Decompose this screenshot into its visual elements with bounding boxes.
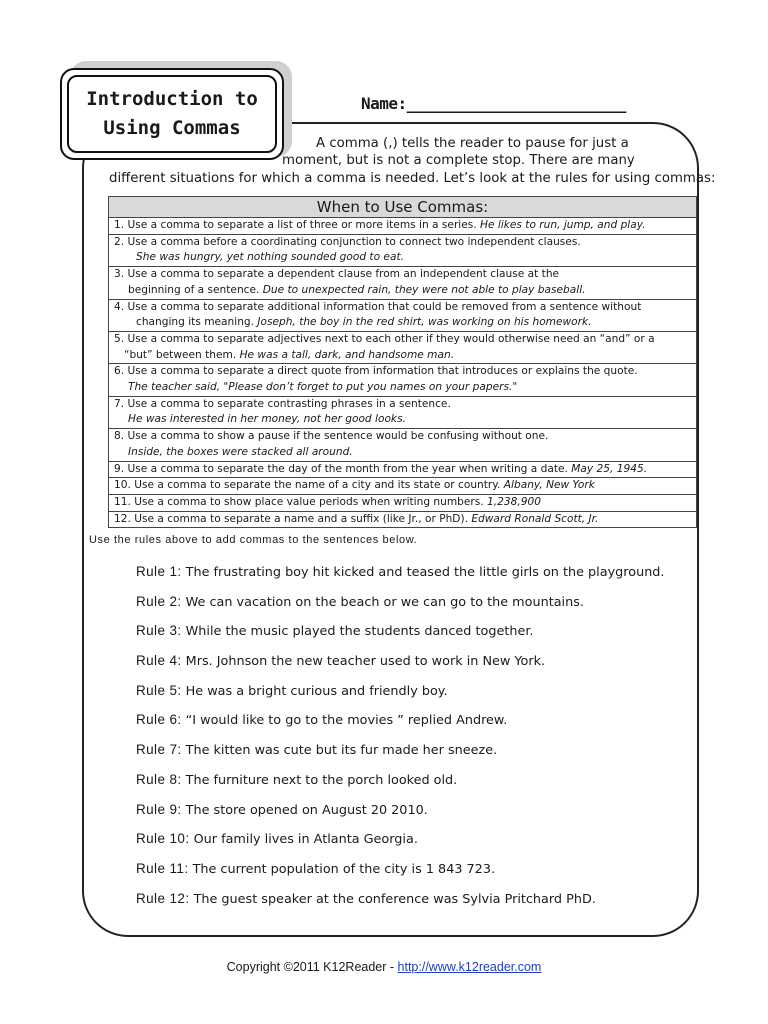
exercise-sentences — [136, 563, 665, 919]
rule-row-3 — [109, 267, 696, 299]
rule-example: 1,238,900 — [487, 495, 541, 508]
sentence-text: The store opened on August 20 2010. — [185, 802, 428, 818]
copyright-text: Copyright ©2011 K12Reader - — [226, 960, 398, 974]
rule-row-12 — [109, 512, 696, 528]
rule-example: He was a tall, dark, and handsome man. — [239, 348, 455, 361]
exercise-sentence — [136, 741, 665, 771]
rule-row-8 — [109, 429, 696, 461]
rule-label: Rule 3: — [136, 623, 182, 639]
intro-line-2: moment, but is not a complete stop. There are many — [282, 153, 635, 168]
sentence-text: Our family lives in Atlanta Georgia. — [193, 832, 418, 848]
rule-text-continued: “but” between them. — [124, 348, 237, 361]
intro-line-3: different situations for which a comma is needed. Let’s look at the rules for using commas: — [109, 171, 716, 186]
rule-row-4 — [109, 300, 696, 332]
rule-label: Rule 10: — [136, 831, 190, 847]
rule-text-continued: changing its meaning. — [136, 316, 254, 329]
rule-label: Rule 4: — [136, 653, 182, 669]
exercise-sentence — [136, 711, 665, 741]
sentence-text: “I would like to go to the movies ” replied Andrew. — [185, 713, 508, 729]
rule-row-5 — [109, 332, 696, 364]
exercise-sentence — [136, 860, 665, 890]
rule-text: 5. Use a comma to separate adjectives next to each other if they would otherwise need an “and” or a — [114, 332, 655, 345]
rule-row-11 — [109, 495, 696, 512]
rules-table-header: When to Use Commas: — [109, 197, 696, 218]
rule-text: 10. Use a comma to separate the name of a city and its state or country. — [114, 479, 501, 492]
rule-text: 2. Use a comma before a coordinating conjunction to connect two independent clauses. — [114, 235, 581, 248]
rule-example: Joseph, the boy in the red shirt, was working on his homework. — [257, 316, 592, 329]
exercise-sentence — [136, 771, 665, 801]
rule-label: Rule 1: — [136, 564, 182, 579]
sentence-text: He was a bright curious and friendly boy. — [185, 683, 448, 699]
rule-label: Rule 5: — [136, 682, 182, 698]
sentence-text: While the music played the students danced together. — [185, 624, 534, 640]
sentence-text: The current population of the city is 1 843 723. — [192, 861, 496, 877]
exercise-sentence — [136, 890, 665, 920]
rule-text: 6. Use a comma to separate a direct quote from information that introduces or explains the quote. — [114, 365, 638, 378]
sentence-text: The guest speaker at the conference was Sylvia Pritchard PhD. — [193, 891, 596, 907]
rule-text: 1. Use a comma to separate a list of three or more items in a series. — [114, 219, 477, 231]
rule-label: Rule 9: — [136, 801, 182, 817]
rule-example: Albany, New York — [503, 479, 595, 492]
rule-text: 7. Use a comma to separate contrasting phrases in a sentence. — [114, 397, 451, 410]
rule-example: Due to unexpected rain, they were not able to play baseball. — [262, 283, 586, 296]
rule-text: 11. Use a comma to show place value periods when writing numbers. — [114, 495, 484, 508]
rule-text: 3. Use a comma to separate a dependent clause from an independent clause at the — [114, 268, 560, 281]
rule-label: Rule 8: — [136, 771, 182, 787]
intro-line-1: A comma (,) tells the reader to pause for just a — [316, 136, 629, 151]
rule-text: 9. Use a comma to separate the day of the month from the year when writing a date. — [114, 462, 568, 475]
exercise-sentence — [136, 622, 665, 652]
footer — [0, 960, 768, 974]
rule-label: Rule 7: — [136, 742, 182, 758]
rule-row-9 — [109, 462, 696, 479]
sentence-text: Mrs. Johnson the new teacher used to work in New York. — [185, 654, 546, 670]
rule-label: Rule 6: — [136, 712, 182, 728]
exercise-sentence — [136, 593, 665, 623]
rule-example: May 25, 1945. — [571, 462, 648, 475]
exercise-sentence — [136, 801, 665, 831]
sentence-text: The kitten was cute but its fur made her sneeze. — [185, 743, 498, 759]
rule-example: He was interested in her money, not her good looks. — [128, 413, 406, 426]
exercise-sentence — [136, 830, 665, 860]
title-line-1: Introduction to — [86, 88, 258, 110]
rule-example: She was hungry, yet nothing sounded good to eat. — [136, 251, 404, 264]
rules-table — [108, 196, 697, 528]
rule-example: Edward Ronald Scott, Jr. — [471, 512, 599, 525]
rule-row-2 — [109, 235, 696, 267]
sentence-text: The furniture next to the porch looked old. — [185, 772, 458, 788]
exercise-sentence — [136, 563, 665, 593]
title-inner-border — [67, 75, 277, 153]
rule-text: 12. Use a comma to separate a name and a suffix (like Jr., or PhD). — [114, 512, 468, 525]
title-line-2: Using Commas — [103, 117, 241, 139]
rule-text: 8. Use a comma to show a pause if the sentence would be confusing without one. — [114, 430, 549, 443]
rule-row-7 — [109, 397, 696, 429]
name-field-label: Name:________________________ — [361, 94, 626, 113]
title-box — [60, 68, 284, 160]
rule-row-10 — [109, 478, 696, 495]
rule-example: Inside, the boxes were stacked all around. — [128, 445, 353, 458]
exercise-sentence — [136, 652, 665, 682]
sentence-text: We can vacation on the beach or we can go to the mountains. — [185, 594, 584, 610]
exercise-instruction: Use the rules above to add commas to the sentences below. — [89, 534, 418, 546]
rule-label: Rule 12: — [136, 890, 190, 906]
website-link[interactable]: http://www.k12reader.com — [397, 960, 542, 974]
rule-text-continued: beginning of a sentence. — [128, 283, 260, 296]
rule-example: The teacher said, "Please don’t forget to put you names on your papers." — [128, 381, 518, 394]
rule-label: Rule 11: — [136, 860, 189, 876]
rule-text: 4. Use a comma to separate additional information that could be removed from a sentence without — [114, 300, 642, 313]
rule-example: He likes to run, jump, and play. — [480, 219, 646, 231]
rule-row-1 — [109, 218, 696, 235]
rule-row-6 — [109, 364, 696, 396]
sentence-text: The frustrating boy hit kicked and teased the little girls on the playground. — [185, 565, 665, 580]
exercise-sentence — [136, 682, 665, 712]
rule-label: Rule 2: — [136, 593, 182, 609]
